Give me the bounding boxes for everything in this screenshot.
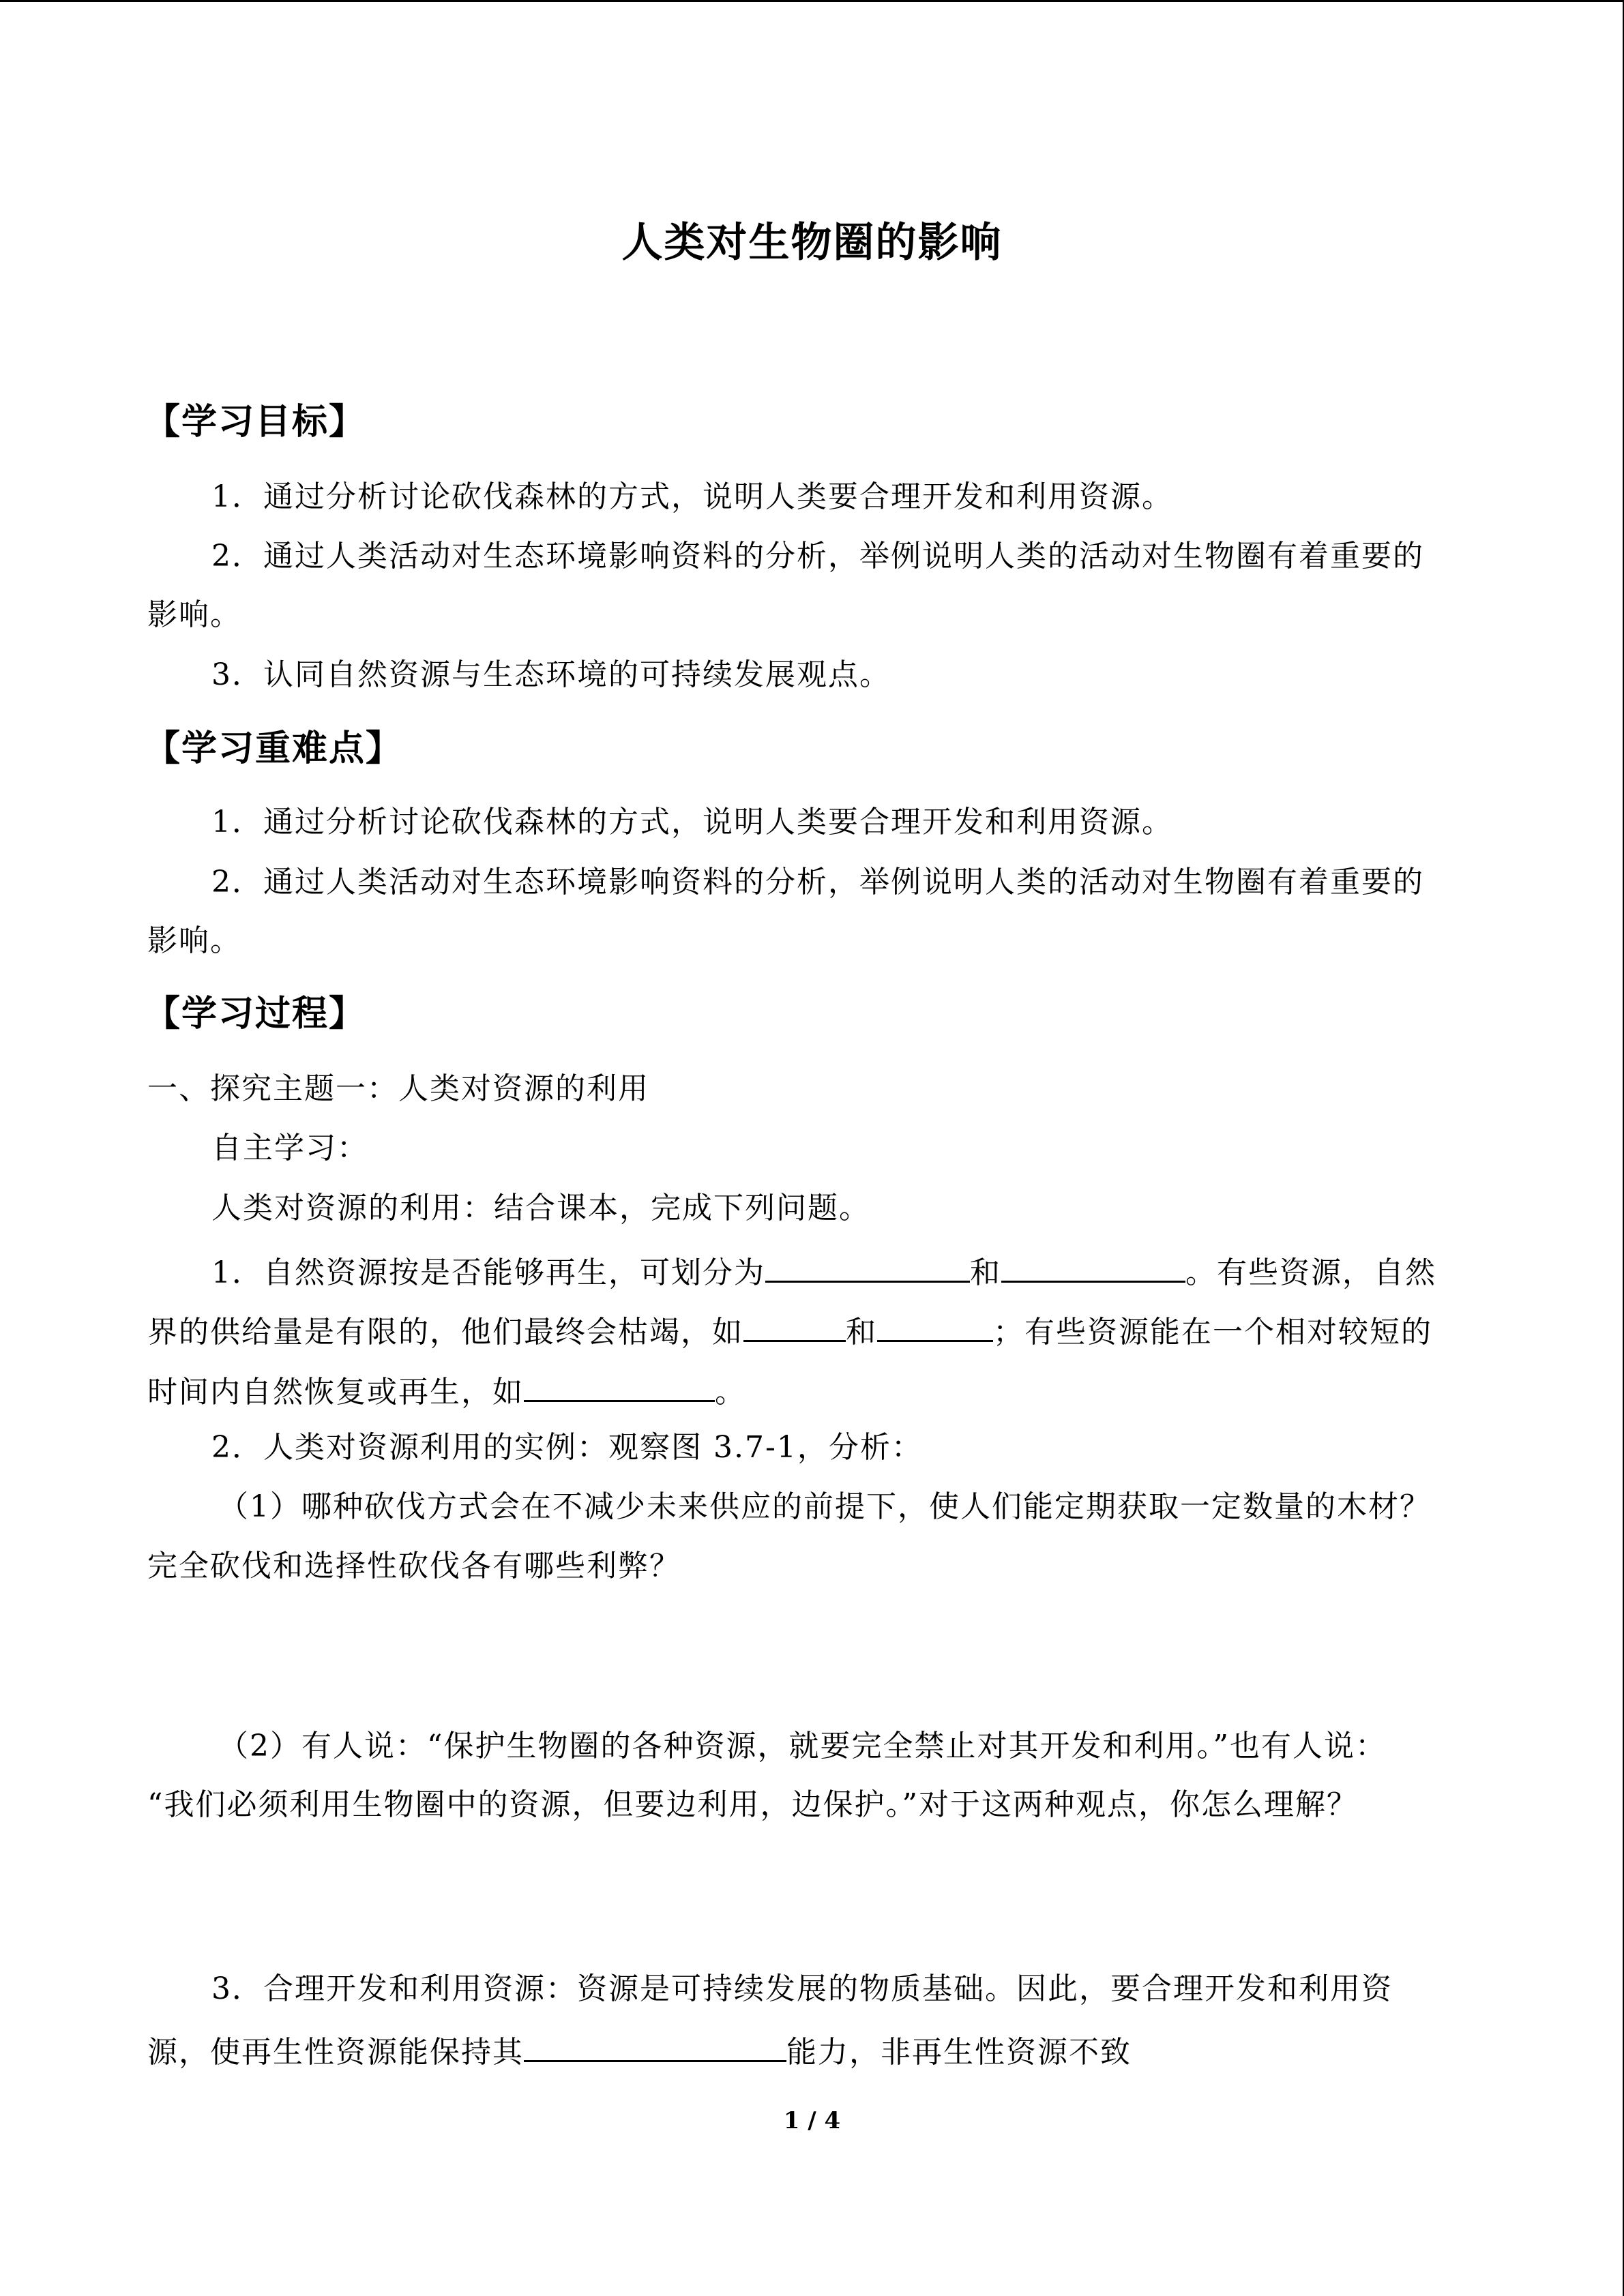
question-3-text-b: 能力，非再生性资源不致 <box>786 2035 1132 2070</box>
question-2-2-line-2: “我们必须利用生物圈中的资源，但要边利用，边保护。”对于这两种观点，你怎么理解？ <box>147 1787 1358 1822</box>
question-1-text-b: 和 <box>970 1255 1001 1290</box>
question-1-line-2 <box>147 1313 1432 1350</box>
question-1-line-3 <box>147 1373 746 1410</box>
fill-blank[interactable] <box>524 1373 715 1402</box>
goals-item-2-line-1: 2．通过人类活动对生态环境影响资料的分析，举例说明人类的活动对生物圈有着重要的 <box>211 539 1424 573</box>
question-2-2-line-1: （2）有人说：“保护生物圈的各种资源，就要完全禁止对其开发和利用。”也有人说： <box>218 1729 1387 1763</box>
goals-item-3: 3．认同自然资源与生态环境的可持续发展观点。 <box>211 657 891 692</box>
key-item-1: 1．通过分析讨论砍伐森林的方式，说明人类要合理开发和利用资源。 <box>211 805 1173 839</box>
heading-process: 【学习过程】 <box>145 993 366 1034</box>
self-study-label: 自主学习： <box>211 1131 368 1165</box>
key-item-2-line-2: 影响。 <box>147 923 241 958</box>
intro-text: 人类对资源的利用：结合课本，完成下列问题。 <box>211 1191 870 1225</box>
question-2-1-line-1: （1）哪种砍伐方式会在不减少未来供应的前提下，使人们能定期获取一定数量的木材？ <box>218 1489 1431 1524</box>
fill-blank[interactable] <box>1001 1253 1185 1283</box>
fill-blank[interactable] <box>877 1313 993 1342</box>
fill-blank[interactable] <box>765 1253 970 1283</box>
question-1-text-e: 和 <box>846 1315 877 1350</box>
goals-item-1: 1．通过分析讨论砍伐森林的方式，说明人类要合理开发和利用资源。 <box>211 479 1173 514</box>
question-3-line-1: 3．合理开发和利用资源：资源是可持续发展的物质基础。因此，要合理开发和利用资 <box>211 1971 1393 2006</box>
question-1-text-d: 界的供给量是有限的，他们最终会枯竭，如 <box>147 1315 743 1350</box>
question-1-text-a: 1．自然资源按是否能够再生，可划分为 <box>211 1255 765 1290</box>
question-1-line-1 <box>211 1253 1436 1288</box>
fill-blank[interactable] <box>524 2033 786 2062</box>
heading-goals: 【学习目标】 <box>145 401 366 443</box>
question-1-text-h: 。 <box>715 1375 746 1410</box>
question-1-text-c: 。有些资源，自然 <box>1185 1255 1436 1290</box>
heading-key-points: 【学习重难点】 <box>145 728 403 769</box>
goals-item-2-line-2: 影响。 <box>147 597 241 632</box>
question-2: 2．人类对资源利用的实例：观察图 3.7-1，分析： <box>211 1430 923 1465</box>
question-3-text-a: 源，使再生性资源能保持其 <box>147 2035 524 2070</box>
page-title: 人类对生物圈的影响 <box>621 219 1003 267</box>
topic-1-title: 一、探究主题一：人类对资源的利用 <box>147 1071 649 1106</box>
question-2-1-line-2: 完全砍伐和选择性砍伐各有哪些利弊？ <box>147 1549 681 1583</box>
page-number: 1 / 4 <box>783 2107 841 2134</box>
question-1-text-g: 时间内自然恢复或再生，如 <box>147 1375 524 1410</box>
question-3-line-2 <box>147 2033 1132 2068</box>
key-item-2-line-1: 2．通过人类活动对生态环境影响资料的分析，举例说明人类的活动对生物圈有着重要的 <box>211 865 1424 899</box>
fill-blank[interactable] <box>743 1313 846 1342</box>
question-1-text-f: ；有些资源能在一个相对较短的 <box>993 1315 1432 1350</box>
